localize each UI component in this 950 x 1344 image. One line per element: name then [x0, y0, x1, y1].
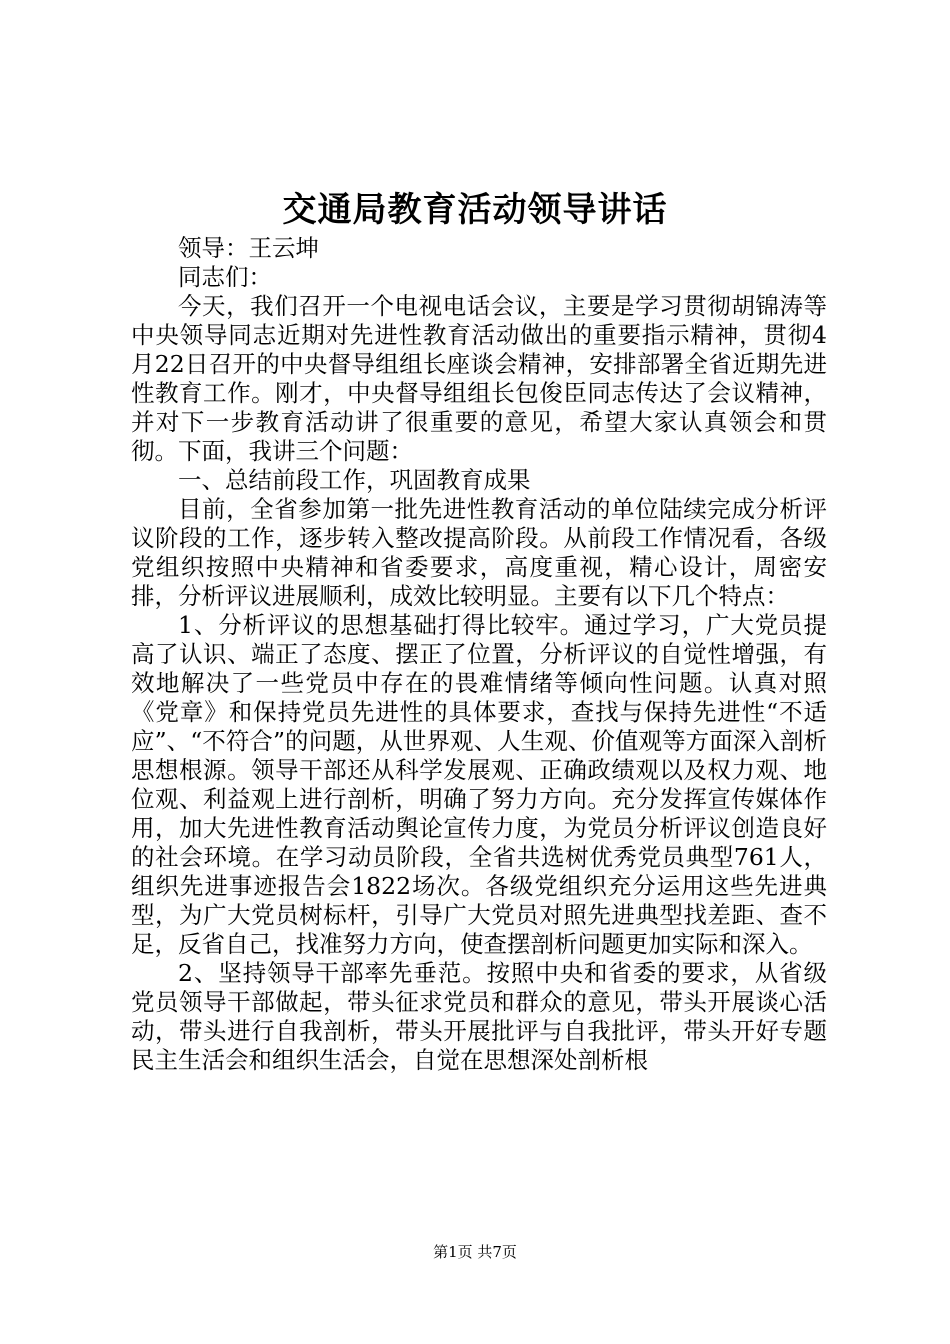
salutation: 同志们：	[178, 263, 272, 291]
body-paragraph: 今天，我们召开一个电视电话会议，主要是学习贯彻胡锦涛等中央领导同志近期对先进性教育活动做出的重要指示精神，贯彻4月22日召开的中央督导组组长座谈会精神，安排部署全省近期先进性教育工作。刚才，中央督导组组长包俊臣同志传达了会议精神，并对下一步教育活动讲了很重要的意见，希望大家认真领会和贯彻。下面，我讲三个问题：	[131, 292, 827, 465]
document-body	[131, 234, 827, 1075]
page-footer: 第1页 共7页	[433, 1243, 517, 1261]
body-paragraph: 1、分析评议的思想基础打得比较牢。通过学习，广大党员提高了认识、端正了态度、摆正了位置，分析评议的自觉性增强，有效地解决了一些党员中存在的畏难情绪等倾向性问题。认真对照《党章》和保持党员先进性的具体要求，查找与保持先进性“不适应”、“不符合”的问题，从世界观、人生观、价值观等方面深入剖析思想根源。领导干部还从科学发展观、正确政绩观以及权力观、地位观、利益观上进行剖析，明确了努力方向。充分发挥宣传媒体作用，加大先进性教育活动舆论宣传力度，为党员分析评议创造良好的社会环境。在学习动员阶段，全省共选树优秀党员典型761人，组织先进事迹报告会1822场次。各级党组织充分运用这些先进典型，为广大党员树标杆，引导广大党员对照先进典型找差距、查不足，反省自己，找准努力方向，使查摆剖析问题更加实际和深入。	[131, 611, 827, 958]
body-paragraph: 目前，全省参加第一批先进性教育活动的单位陆续完成分析评议阶段的工作，逐步转入整改提高阶段。从前段工作情况看，各级党组织按照中央精神和省委要求，高度重视，精心设计，周密安排，分析评议进展顺利，成效比较明显。主要有以下几个特点：	[131, 495, 827, 610]
section-heading: 一、总结前段工作，巩固教育成果	[178, 466, 531, 494]
speaker-line: 领导：王云坤	[178, 234, 319, 262]
document-title: 交通局教育活动领导讲话	[282, 190, 668, 230]
body-paragraph: 2、坚持领导干部率先垂范。按照中央和省委的要求，从省级党员领导干部做起，带头征求党员和群众的意见，带头开展谈心活动，带头进行自我剖析，带头开展批评与自我批评，带头开好专题民主生活会和组织生活会，自觉在思想深处剖析根	[131, 959, 827, 1074]
